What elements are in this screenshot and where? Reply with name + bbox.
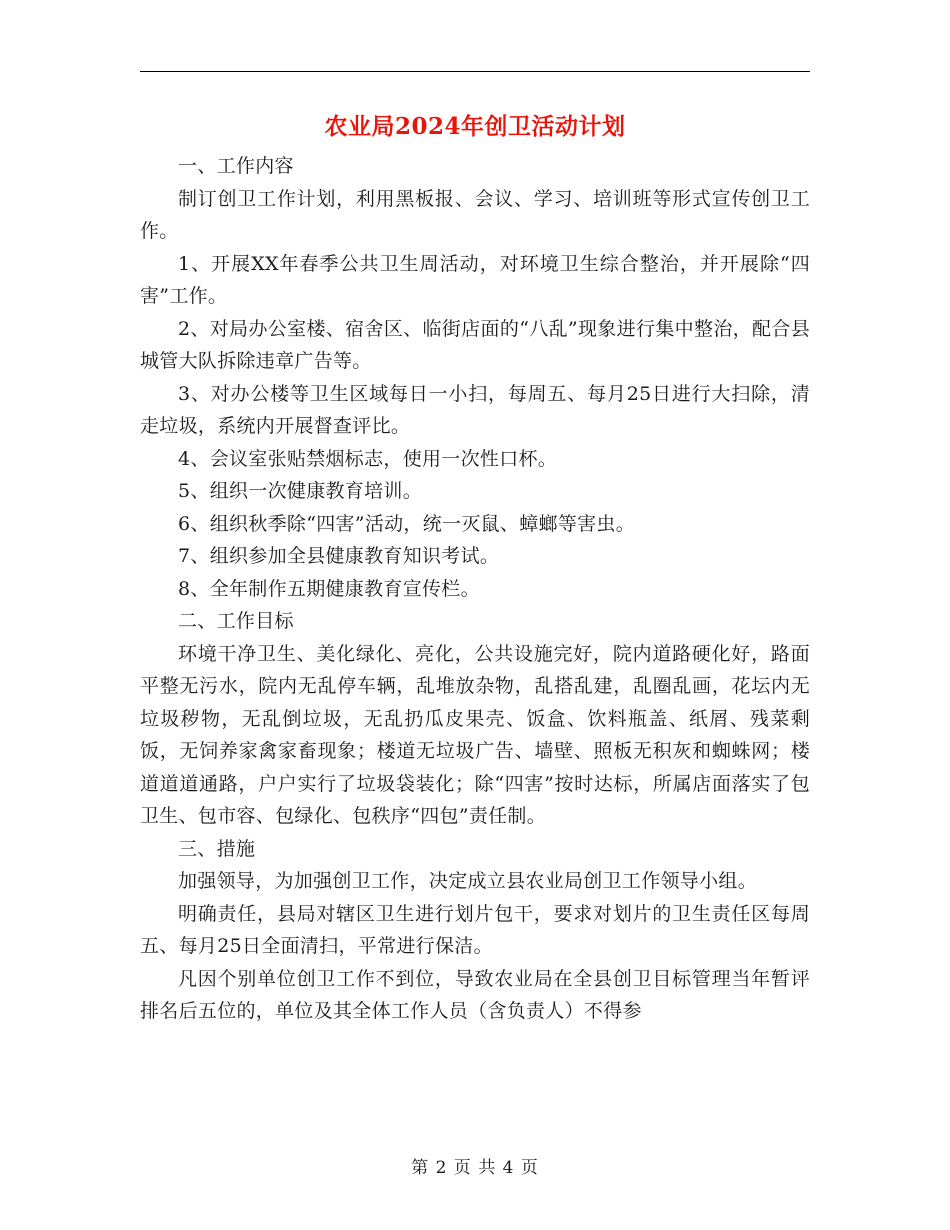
list-item: 4、会议室张贴禁烟标志，使用一次性口杯。: [178, 447, 558, 470]
list-item: 2、对局办公室楼、宿舍区、临街店面的“八乱”现象进行集中整治，配合县城管大队拆除违章广告等。: [140, 317, 810, 372]
list-item: 5、组织一次健康教育培训。: [178, 480, 422, 502]
list-item: 7、组织参加全县健康教育知识考试。: [178, 545, 500, 567]
page-number-footer: 第 2 页 共 4 页: [411, 1158, 539, 1178]
paragraph: 凡因个别单位创卫工作不到位，导致农业局在全县创卫目标管理当年暂评排名后五位的，单位及其全体工作人员（含负责人）不得参: [140, 967, 810, 1022]
list-item: 6、组织秋季除“四害”活动，统一灭鼠、蟑螂等害虫。: [178, 512, 636, 535]
section-heading: 二、工作目标: [178, 610, 294, 632]
section-heading: 一、工作内容: [178, 155, 294, 177]
document-body: [140, 150, 810, 1028]
paragraph: 制订创卫工作计划，利用黑板报、会议、学习、培训班等形式宣传创卫工作。: [140, 187, 810, 242]
list-item: 3、对办公楼等卫生区域每日一小扫，每周五、每月25日进行大扫除，清走垃圾，系统内开展督查评比。: [140, 382, 810, 437]
document-title: 农业局2024年创卫活动计划: [324, 113, 626, 140]
list-item: 1、开展XX年春季公共卫生周活动，对环境卫生综合整治，并开展除“四害”工作。: [140, 252, 810, 307]
section-heading: 三、措施: [178, 837, 256, 860]
paragraph: 环境干净卫生、美化绿化、亮化，公共设施完好，院内道路硬化好，路面平整无污水，院内无乱停车辆，乱堆放杂物，乱搭乱建，乱圈乱画，花坛内无垃圾秽物，无乱倒垃圾，无乱扔瓜皮果壳、饭盒、饮料瓶盖、纸屑、残菜剩饭，无饲养家禽家畜现象；楼道无垃圾广告、墙壁、照板无积灰和蜘蛛网；楼道道道通路，户户实行了垃圾袋装化；除“四害”按时达标，所属店面落实了包卫生、包市容、包绿化、包秩序“四包”责任制。: [140, 642, 810, 827]
paragraph: 明确责任，县局对辖区卫生进行划片包干，要求对划片的卫生责任区每周五、每月25日全面清扫，平常进行保洁。: [140, 902, 810, 957]
paragraph: 加强领导，为加强创卫工作，决定成立县农业局创卫工作领导小组。: [178, 870, 758, 892]
header-rule: [140, 71, 810, 72]
list-item: 8、全年制作五期健康教育宣传栏。: [178, 577, 480, 600]
